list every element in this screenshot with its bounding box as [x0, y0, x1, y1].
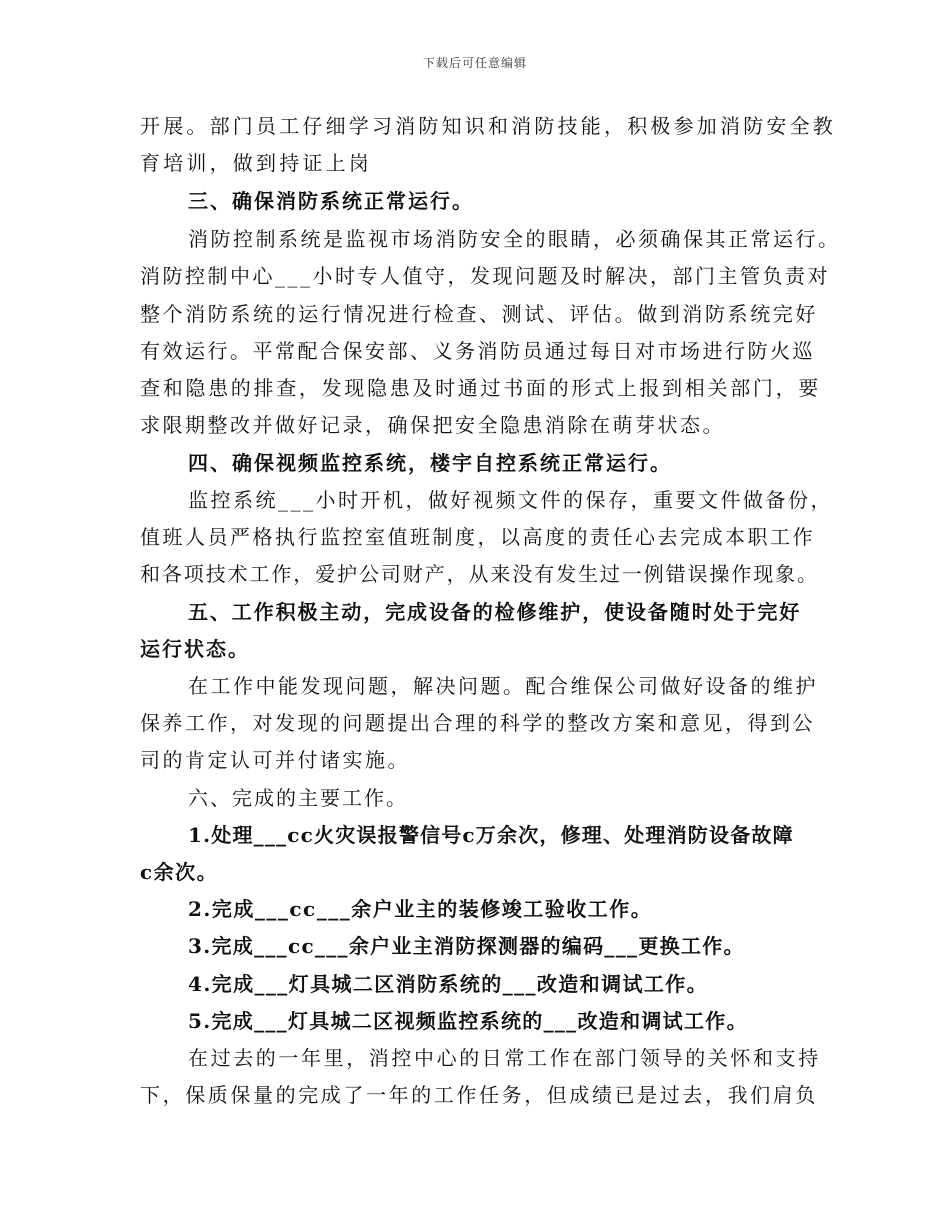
paragraph-line: 求限期整改并做好记录，确保把安全隐患消除在萌芽状态。 [140, 413, 725, 437]
section-heading-5-cont: 运行状态。 [140, 637, 250, 661]
section-heading-5: 五、工作积极主动，完成设备的检修维护，使设备随时处于完好 [188, 600, 802, 624]
paragraph-line: 有效运行。平常配合保安部、义务消防员通过每日对市场进行防火巡 [140, 339, 815, 363]
paragraph-line: 整个消防系统的运行情况进行检查、测试、评估。做到消防系统完好 [140, 302, 818, 326]
section-heading-4: 四、确保视频监控系统，楼宇自控系统正常运行。 [188, 451, 672, 475]
paragraph-line: 查和隐患的排查，发现隐患及时通过书面的形式上报到相关部门，要 [140, 376, 821, 400]
section-heading-6: 六、完成的主要工作。 [188, 786, 408, 810]
page-header-note: 下载后可任意编辑 [422, 56, 527, 70]
paragraph-line: 下，保质保量的完成了一年的工作任务，但成绩已是过去，我们肩负 [140, 1083, 818, 1107]
paragraph-line: 育培训，做到持证上岗 [140, 151, 372, 175]
paragraph-line: 司的肯定认可并付诸实施。 [140, 748, 410, 772]
list-item-1-cont: c余次。 [140, 860, 219, 884]
paragraph-line: 在工作中能发现问题，解决问题。配合维保公司做好设备的维护 [188, 674, 818, 698]
paragraph-line: 值班人员严格执行监控室值班制度，以高度的责任心去完成本职工作 [140, 525, 815, 549]
paragraph-line: 消防控制系统是监视市场消防安全的眼睛，必须确保其正常运行。 [188, 227, 841, 251]
paragraph-line: 开展。部门员工仔细学习消防知识和消防技能，积极参加消防安全教 [140, 114, 836, 138]
paragraph-line: 保养工作，对发现的问题提出合理的科学的整改方案和意见，得到公 [140, 711, 815, 735]
list-item-2: 2.完成___cc___余户业主的装修竣工验收工作。 [188, 897, 653, 921]
paragraph-line: 和各项技术工作，爱护公司财产，从来没有发生过一例错误操作现象。 [140, 562, 819, 586]
paragraph-line: 监控系统___小时开机，做好视频文件的保存，重要文件做备份， [188, 488, 833, 512]
paragraph-line: 消防控制中心___小时专人值守，发现问题及时解决，部门主管负责对 [140, 264, 830, 288]
list-item-1: 1.处理___cc火灾误报警信号c万余次，修理、处理消防设备故障 [188, 823, 794, 847]
paragraph-line: 在过去的一年里，消控中心的日常工作在部门领导的关怀和支持 [188, 1046, 821, 1070]
list-item-5: 5.完成___灯具城二区视频监控系统的___改造和调试工作。 [188, 1009, 748, 1033]
section-heading-3: 三、确保消防系统正常运行。 [188, 189, 474, 213]
list-item-4: 4.完成___灯具城二区消防系统的___改造和调试工作。 [188, 972, 709, 996]
list-item-3: 3.完成___cc___余户业主消防探测器的编码___更换工作。 [188, 934, 745, 958]
